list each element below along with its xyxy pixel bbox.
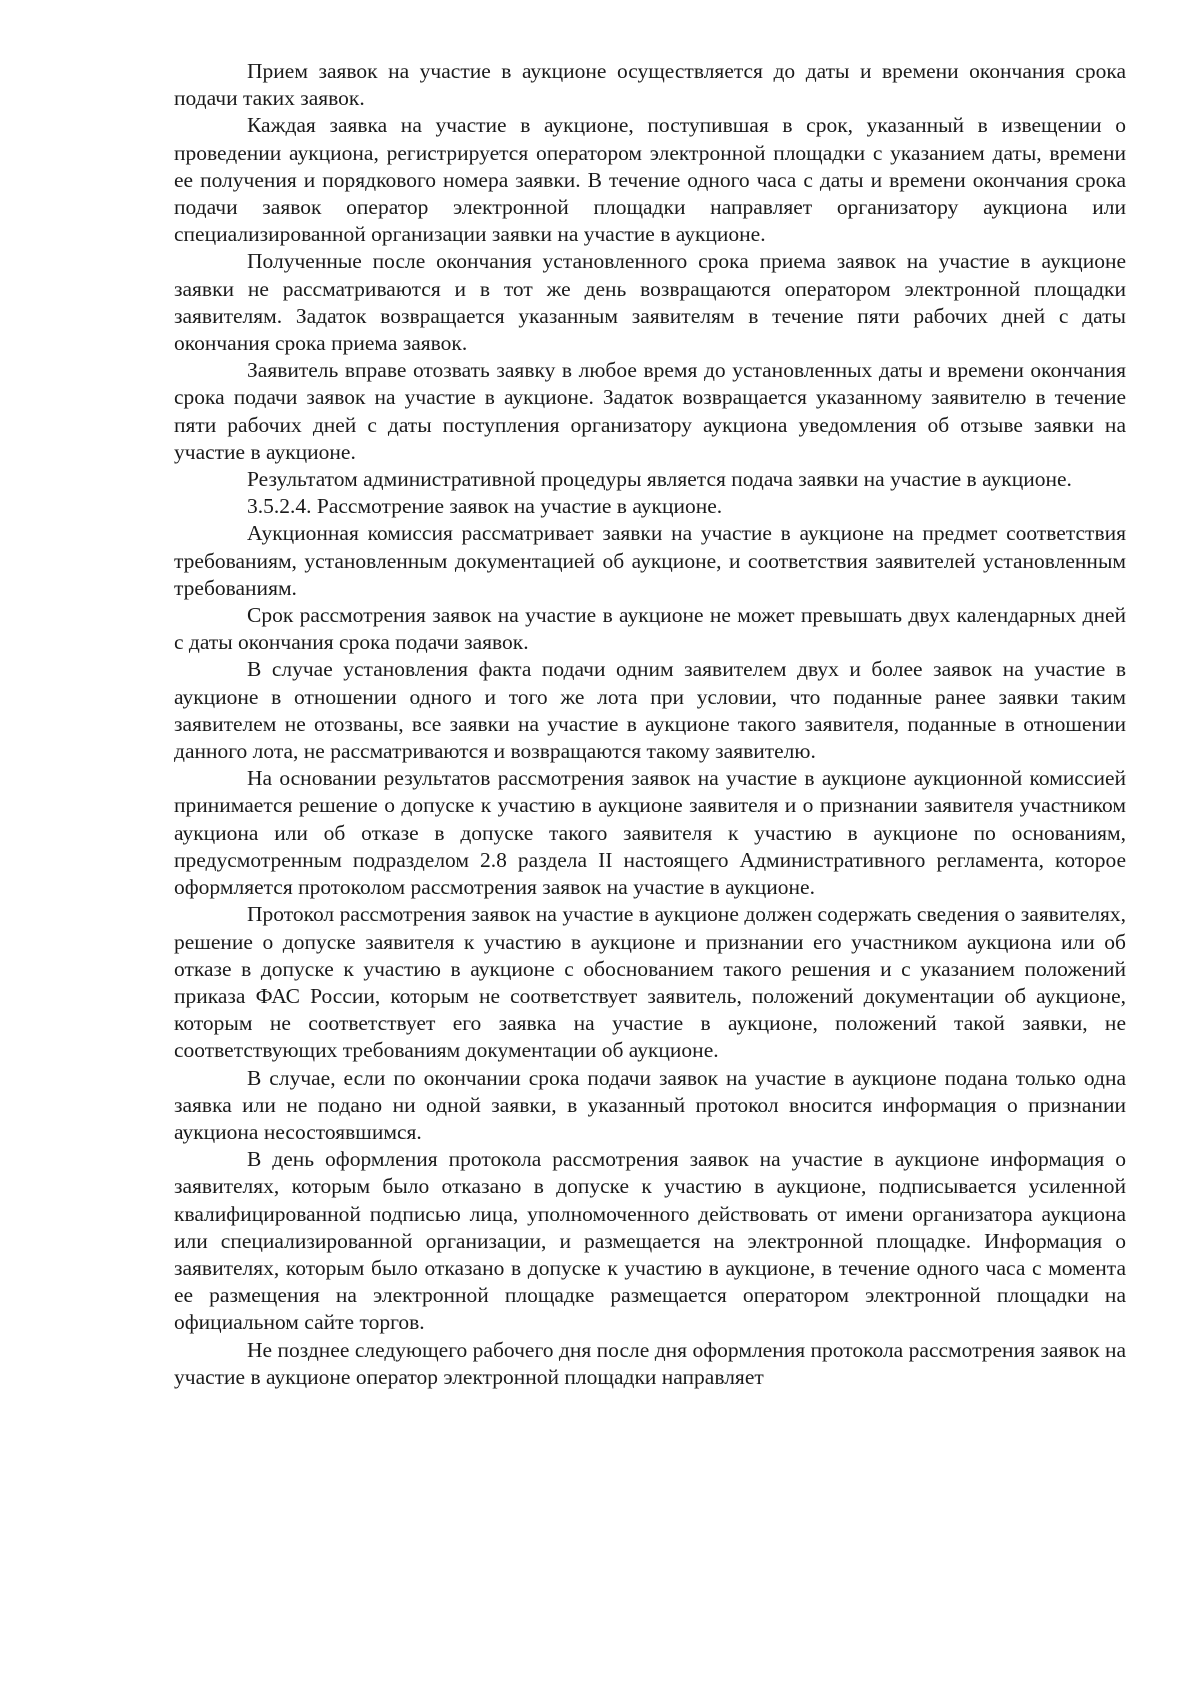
paragraph: В день оформления протокола рассмотрения заявок на участие в аукционе информация о заявителях, которым было отказано в допуске к участию в аукционе, подписывается усиленной квалифицированной подписью лица, уполномоченного действовать от имени организатора аукциона или специализированной организации, и размещается на электронной площадке. Информация о заявителях, которым было отказано в допуске к участию в аукционе, в течение одного часа с момента ее размещения на электронной площадке размещается оператором электронной площадки на официальном сайте торгов.	[174, 1147, 1126, 1335]
paragraph: На основании результатов рассмотрения заявок на участие в аукционе аукционной комиссией принимается решение о допуске к участию в аукционе заявителя и о признании заявителя участником аукциона или об отказе в допуске такого заявителя к участию в аукционе по основаниям, предусмотренным подразделом 2.8 раздела II настоящего Административного регламента, которое оформляется протоколом рассмотрения заявок на участие в аукционе.	[174, 766, 1126, 900]
paragraph: Протокол рассмотрения заявок на участие в аукционе должен содержать сведения о заявителях, решение о допуске заявителя к участию в аукционе и признании его участником аукциона или об отказе в допуске к участию в аукционе с обоснованием такого решения и с указанием положений приказа ФАС России, которым не соответствует заявитель, положений документации об аукционе, которым не соответствует его заявка на участие в аукционе, положений такой заявки, не соответствующих требованиям документации об аукционе.	[174, 902, 1126, 1063]
paragraph: Заявитель вправе отозвать заявку в любое время до установленных даты и времени окончания срока подачи заявок на участие в аукционе. Задаток возвращается указанному заявителю в течение пяти рабочих дней с даты поступления организатору аукциона уведомления об отзыве заявки на участие в аукционе.	[174, 358, 1126, 464]
section-heading: 3.5.2.4. Рассмотрение заявок на участие в аукционе.	[247, 494, 723, 519]
paragraph: Не позднее следующего рабочего дня после дня оформления протокола рассмотрения заявок на участие в аукционе оператор электронной площадки направляет	[174, 1337, 1126, 1389]
paragraph: В случае установления факта подачи одним заявителем двух и более заявок на участие в аукционе в отношении одного и того же лота при условии, что поданные ранее заявки таким заявителем не отозваны, все заявки на участие в аукционе такого заявителя, поданные в отношении данного лота, не рассматриваются и возвращаются такому заявителю.	[174, 657, 1126, 764]
paragraph: Срок рассмотрения заявок на участие в аукционе не может превышать двух календарных дней с даты окончания срока подачи заявок.	[174, 603, 1126, 655]
paragraph: В случае, если по окончании срока подачи заявок на участие в аукционе подана только одна заявка или не подано ни одной заявки, в указанный протокол вносится информация о признании аукциона несостоявшимся.	[174, 1065, 1126, 1144]
paragraph: Результатом административной процедуры является подача заявки на участие в аукционе.	[247, 467, 1072, 492]
paragraph: Полученные после окончания установленного срока приема заявок на участие в аукционе заявки не рассматриваются и в тот же день возвращаются оператором электронной площадки заявителям. Задаток возвращается указанным заявителям в течение пяти рабочих дней с даты окончания срока приема заявок.	[174, 249, 1126, 356]
paragraph: Каждая заявка на участие в аукционе, поступившая в срок, указанный в извещении о проведении аукциона, регистрируется оператором электронной площадки с указанием даты, времени ее получения и порядкового номера заявки. В течение одного часа с даты и времени окончания срока подачи заявок оператор электронной площадки направляет организатору аукциона или специализированной организации заявки на участие в аукционе.	[174, 113, 1126, 247]
document-body	[174, 58, 1126, 1391]
paragraph: Прием заявок на участие в аукционе осуществляется до даты и времени окончания срока подачи таких заявок.	[174, 59, 1126, 111]
paragraph: Аукционная комиссия рассматривает заявки на участие в аукционе на предмет соответствия требованиям, установленным документацией об аукционе, и соответствия заявителей установленным требованиям.	[174, 521, 1126, 600]
